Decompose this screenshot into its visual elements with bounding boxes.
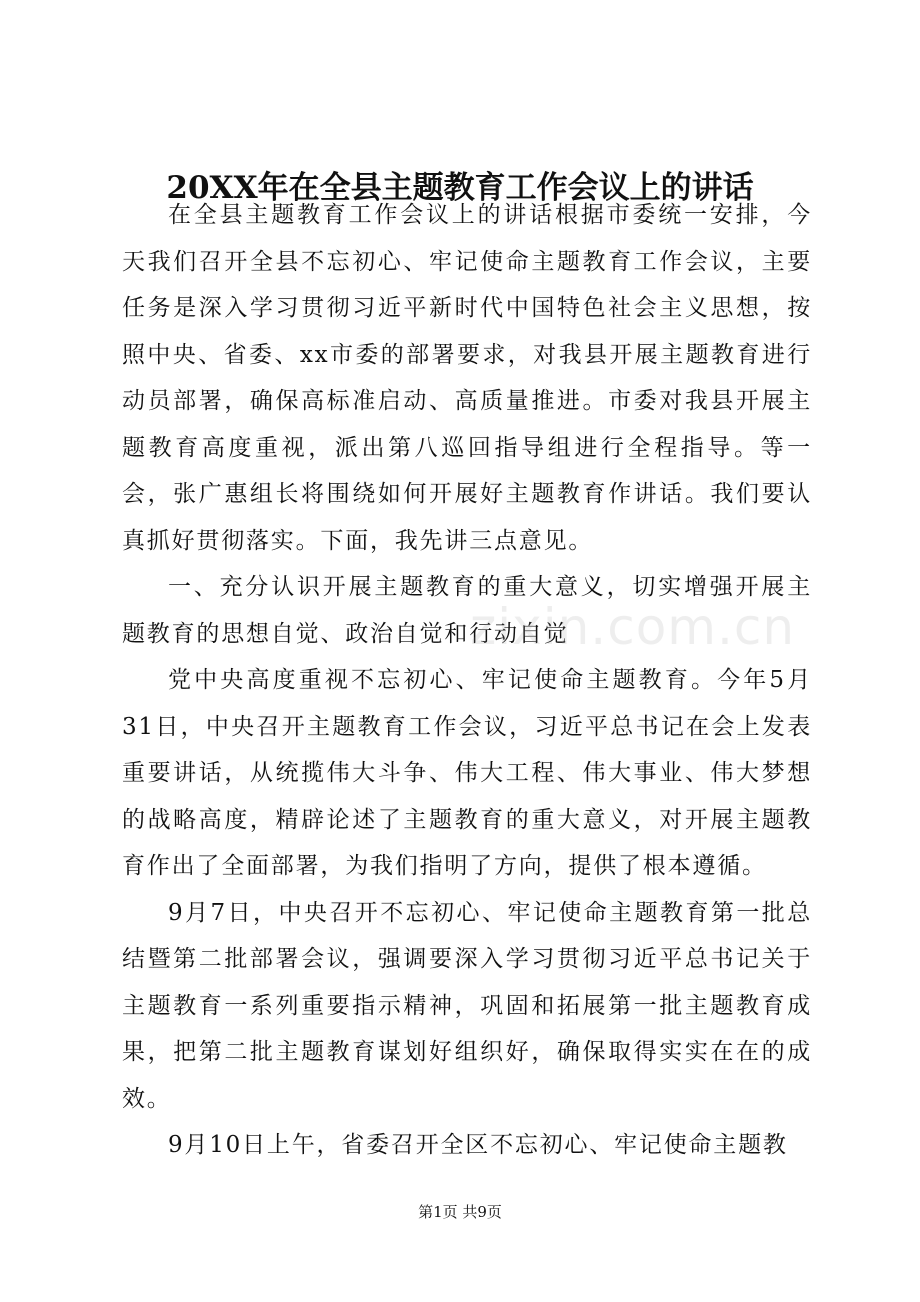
paragraph-sept-7: 9月7日，中央召开不忘初心、牢记使命主题教育第一批总结暨第二批部署会议，强调要深入学习贯彻习近平总书记关于主题教育一系列重要指示精神，巩固和拓展第一批主题教育成果，把第二批主题教育谋划好组织好，确保取得实实在在的成效。 [122,899,812,1112]
watermark: zixin.com.cn [470,598,796,656]
document-title: 20XX年在全县主题教育工作会议上的讲话 [166,170,754,206]
paragraph-central-meeting: 党中央高度重视不忘初心、牢记使命主题教育。今年5月31日，中央召开主题教育工作会议，习近平总书记在会上发表重要讲话，从统揽伟大斗争、伟大工程、伟大事业、伟大梦想的战略高度，精辟论述了主题教育的重大意义，对开展主题教育作出了全面部署，为我们指明了方向，提供了根本遵循。 [122,667,812,879]
paragraph-section-heading: 一、充分认识开展主题教育的重大意义，切实增强开展主题教育的思想自觉、政治自觉和行动自觉 [122,574,812,647]
document-body [122,192,812,1169]
page-footer: 第1页 共9页 [418,1203,502,1221]
paragraph-sept-10: 9月10日上午，省委召开全区不忘初心、牢记使命主题教 [168,1132,788,1158]
paragraph-intro: 在全县主题教育工作会议上的讲话根据市委统一安排，今天我们召开全县不忘初心、牢记使命主题教育工作会议，主要任务是深入学习贯彻习近平新时代中国特色社会主义思想，按照中央、省委、xx市委的部署要求，对我县开展主题教育进行动员部署，确保高标准启动、高质量推进。市委对我县开展主题教育高度重视，派出第八巡回指导组进行全程指导。等一会，张广惠组长将围绕如何开展好主题教育作讲话。我们要认真抓好贯彻落实。下面，我先讲三点意见。 [122,202,812,554]
